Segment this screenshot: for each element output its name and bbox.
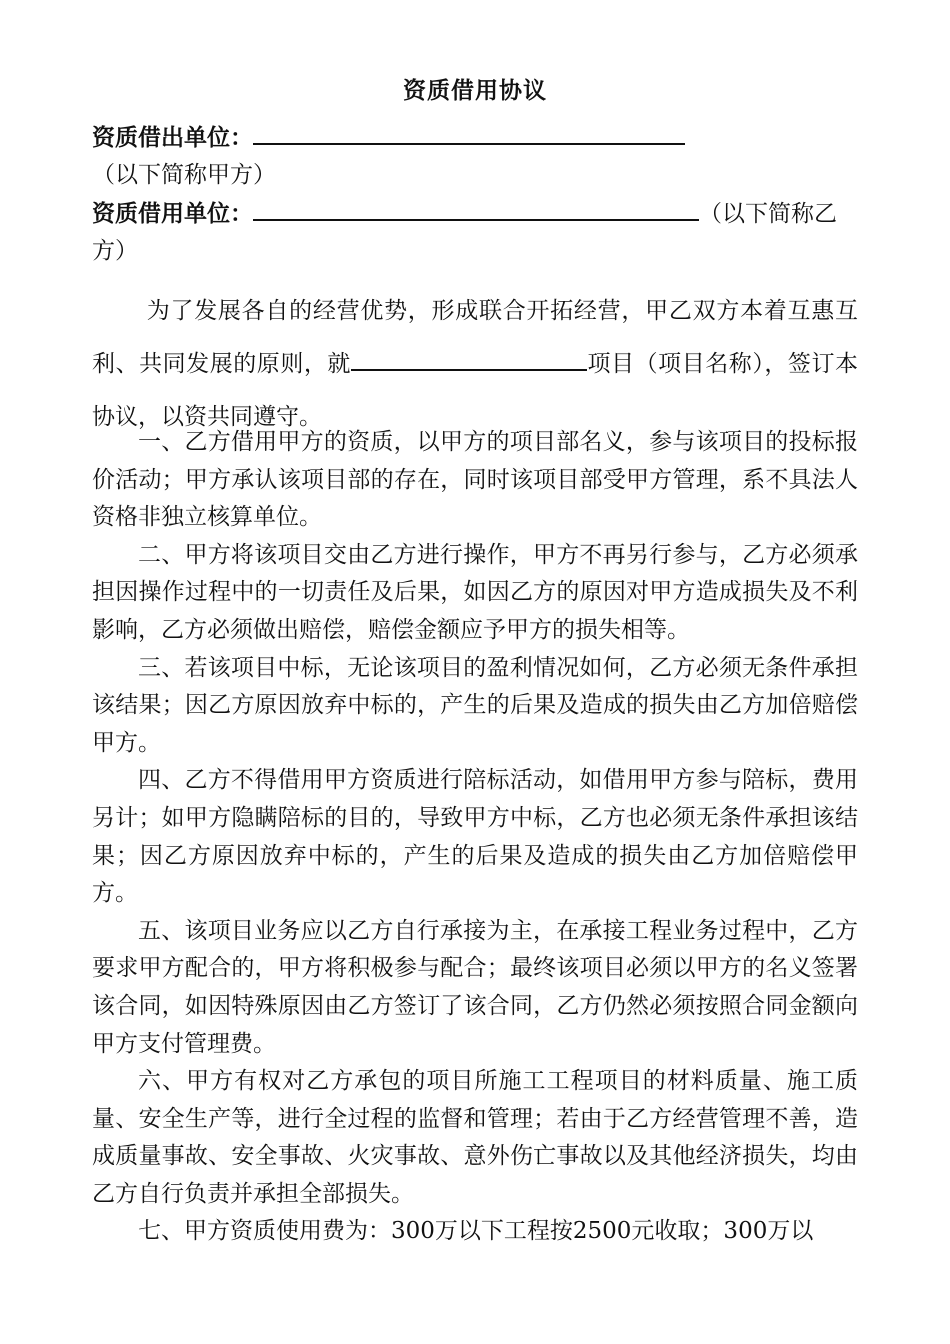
intro-text-after-blank: 项目（项目名称），签订本协议，以资共同遵守。 <box>92 351 859 430</box>
clause-7: 七、甲方资质使用费为：300万以下工程按2500元收取；300万以 <box>138 1218 814 1245</box>
lender-label: 资质借出单位： <box>92 125 253 151</box>
intro-text-before-blank: 为了发展各自的经营优势，形成联合开拓经营，甲乙双方本着互惠互利、共同发展的原则，就 <box>92 298 858 377</box>
lender-suffix: （以下简称甲方） <box>92 162 276 188</box>
borrower-name-blank <box>253 197 699 221</box>
clause-4: 四、乙方不得借用甲方资质进行陪标活动，如借用甲方参与陪标，费用另计；如甲方隐瞒陪标的目的，导致甲方中标，乙方也必须无条件承担该结果；因乙方原因放弃中标的，产生的后果及造成的损失由乙方加倍赔偿甲方。 <box>92 767 858 907</box>
lender-name-blank <box>253 121 685 145</box>
clause-2: 二、甲方将该项目交由乙方进行操作，甲方不再另行参与，乙方必须承担因操作过程中的一切责任及后果，如因乙方的原因对甲方造成损失及不利影响，乙方必须做出赔偿，赔偿金额应予甲方的损失相等。 <box>92 541 858 643</box>
borrower-label: 资质借用单位： <box>92 201 253 227</box>
project-name-blank <box>351 347 587 371</box>
lender-party-line <box>92 120 862 194</box>
clause-5: 五、该项目业务应以乙方自行承接为主，在承接工程业务过程中，乙方要求甲方配合的，甲方将积极参与配合；最终该项目必须以甲方的名义签署该合同，如因特殊原因由乙方签订了该合同，乙方仍然必须按照合同金额向甲方支付管理费。 <box>92 917 858 1057</box>
clause-1: 一、乙方借用甲方的资质，以甲方的项目部名义，参与该项目的投标报价活动；甲方承认该项目部的存在，同时该项目部受甲方管理，系不具法人资格非独立核算单位。 <box>92 429 858 531</box>
borrower-suffix: （以下简称乙方） <box>92 201 837 264</box>
clause-6: 六、甲方有权对乙方承包的项目所施工工程项目的材料质量、施工质量、安全生产等，进行全过程的监督和管理；若由于乙方经营管理不善，造成质量事故、安全事故、火灾事故、意外伤亡事故以及其他经济损失，均由乙方自行负责并承担全部损失。 <box>92 1068 858 1207</box>
intro-paragraph <box>92 285 858 444</box>
document-title: 资质借用协议 <box>403 78 547 104</box>
clauses-section <box>92 424 858 1251</box>
clause-3: 三、若该项目中标，无论该项目的盈利情况如何，乙方必须无条件承担该结果；因乙方原因放弃中标的，产生的后果及造成的损失由乙方加倍赔偿甲方。 <box>92 654 858 756</box>
borrower-party-line <box>92 196 862 270</box>
